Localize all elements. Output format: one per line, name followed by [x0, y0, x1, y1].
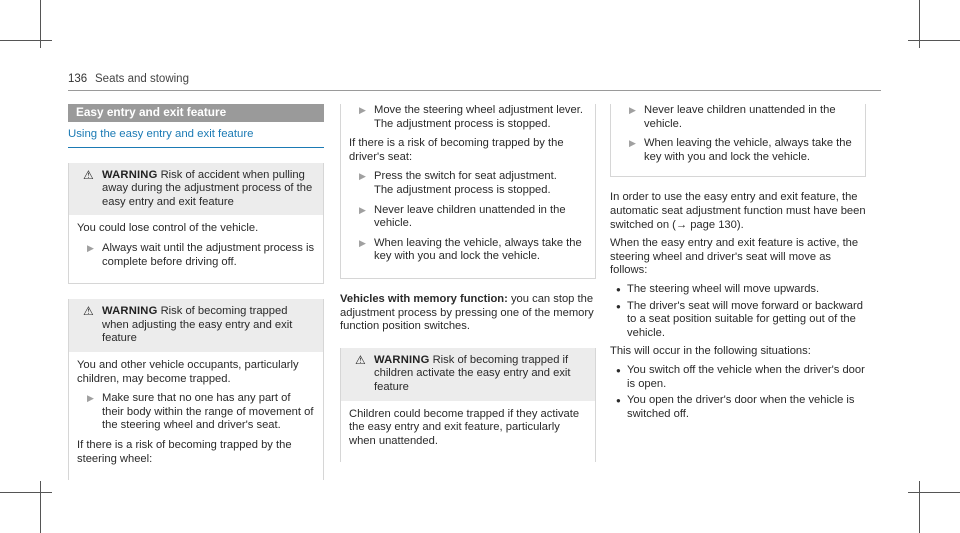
warning-header [69, 299, 323, 352]
warning-body [69, 215, 323, 283]
step-item [619, 104, 857, 131]
crop-mark [908, 40, 960, 41]
warning-box-continued [610, 104, 866, 177]
warning-word: WARNING [102, 168, 158, 181]
list-item [610, 364, 866, 391]
warning-text: Children could become trapped if they activate the easy entry and exit feature, particularly when unattended. [349, 407, 580, 447]
warning-triangle-icon: ⚠ [83, 167, 94, 182]
memory-text: you can stop the adjustment process by pressing one of the memory function position switches. [340, 292, 594, 333]
list-item-text: The driver's seat will move forward or backward to a seat position suitable for getting out of the vehicle. [627, 299, 863, 339]
step-item [349, 237, 587, 264]
warning-triangle-icon: ⚠ [83, 304, 94, 319]
arrow-right-icon: ▶ [359, 237, 366, 248]
header-rule [68, 90, 881, 91]
step-text: Always wait until the adjustment process is complete before driving off. [102, 241, 315, 268]
warning-word: WARNING [374, 353, 430, 366]
crop-mark [908, 492, 960, 493]
list-item-text: You open the driver's door when the vehicle is switched off. [627, 394, 855, 420]
step-text: Never leave children unattended in the vehicle. [374, 203, 566, 230]
step-text: When leaving the vehicle, always take the key with you and lock the vehicle. [644, 137, 852, 163]
warning-body [341, 401, 595, 463]
step-text: Move the steering wheel adjustment lever. The adjustment process is stopped. [374, 104, 583, 130]
step-item [77, 242, 315, 269]
crop-mark [40, 481, 41, 533]
step-text: Never leave children unattended in the vehicle. [644, 104, 836, 130]
warning-text: If there is a risk of becoming trapped by the steering wheel: [77, 438, 292, 465]
step-text: Press the switch for seat adjustment. The adjustment process is stopped. [374, 170, 557, 196]
warning-headline: Risk of becoming trapped if children activate the easy entry and exit feature [374, 353, 571, 393]
memory-lead: Vehicles with memory function: [340, 292, 508, 305]
paragraph: In order to use the easy entry and exit feature, the automatic seat adjustment function must have been switched on (→ page 130). [610, 191, 866, 231]
memory-paragraph [340, 293, 596, 334]
arrow-right-icon: ▶ [87, 393, 94, 404]
warning-header [341, 348, 595, 401]
list-item [610, 283, 866, 297]
paragraph: When the easy entry and exit feature is active, the steering wheel and driver's seat will move as follows: [610, 237, 859, 277]
arrow-right-icon: ▶ [629, 138, 636, 149]
page-title: Seats and stowing [95, 73, 189, 85]
page-number: 136 [68, 73, 88, 85]
bullet-icon: ● [616, 365, 621, 375]
warning-box [340, 348, 596, 463]
subheading: Using the easy entry and exit feature [68, 128, 324, 148]
bullet-icon: ● [616, 396, 621, 406]
warning-triangle-icon: ⚠ [355, 352, 366, 367]
arrow-right-icon: ▶ [359, 105, 366, 115]
warning-box-continued [340, 104, 596, 279]
warning-headline: Risk of becoming trapped when adjusting the easy entry and exit feature [102, 305, 293, 345]
list-item [610, 300, 866, 341]
warning-header [69, 163, 323, 216]
arrow-right-icon: ▶ [359, 204, 366, 215]
bullet-icon: ● [616, 284, 621, 294]
crop-mark [919, 481, 920, 533]
warning-box [68, 163, 324, 285]
arrow-right-icon: ▶ [87, 242, 94, 253]
step-item [77, 392, 315, 433]
column-3 [610, 104, 866, 424]
bullet-icon: ● [616, 301, 621, 311]
section-title: Easy entry and exit feature [68, 104, 324, 122]
warning-text: You and other vehicle occupants, particularly children, may become trapped. [77, 358, 299, 385]
step-item [349, 170, 587, 197]
paragraph: This will occur in the following situations: [610, 345, 811, 358]
warning-body [69, 352, 323, 480]
list-item [610, 394, 866, 421]
crop-mark [0, 40, 52, 41]
list-item-text: You switch off the vehicle when the driver's door is open. [627, 363, 865, 390]
crop-mark [0, 492, 52, 493]
warning-text: If there is a risk of becoming trapped by the driver's seat: [349, 137, 564, 163]
step-item [349, 204, 587, 231]
column-2 [340, 104, 596, 462]
arrow-right-icon: ▶ [629, 105, 636, 115]
warning-headline: Risk of accident when pulling away during the adjustment process of the easy entry and exit feature [102, 168, 313, 208]
warning-box [68, 299, 324, 480]
page-header [68, 71, 881, 89]
step-text: Make sure that no one has any part of their body within the range of movement of the steering wheel and driver's seat. [102, 392, 314, 432]
warning-text: You could lose control of the vehicle. [77, 222, 259, 235]
column-1 [68, 104, 324, 480]
step-item [349, 104, 587, 131]
step-item [619, 137, 857, 164]
step-text: When leaving the vehicle, always take the key with you and lock the vehicle. [374, 236, 582, 263]
list-item-text: The steering wheel will move upwards. [627, 282, 820, 295]
warning-word: WARNING [102, 305, 158, 318]
arrow-right-icon: ▶ [359, 171, 366, 182]
